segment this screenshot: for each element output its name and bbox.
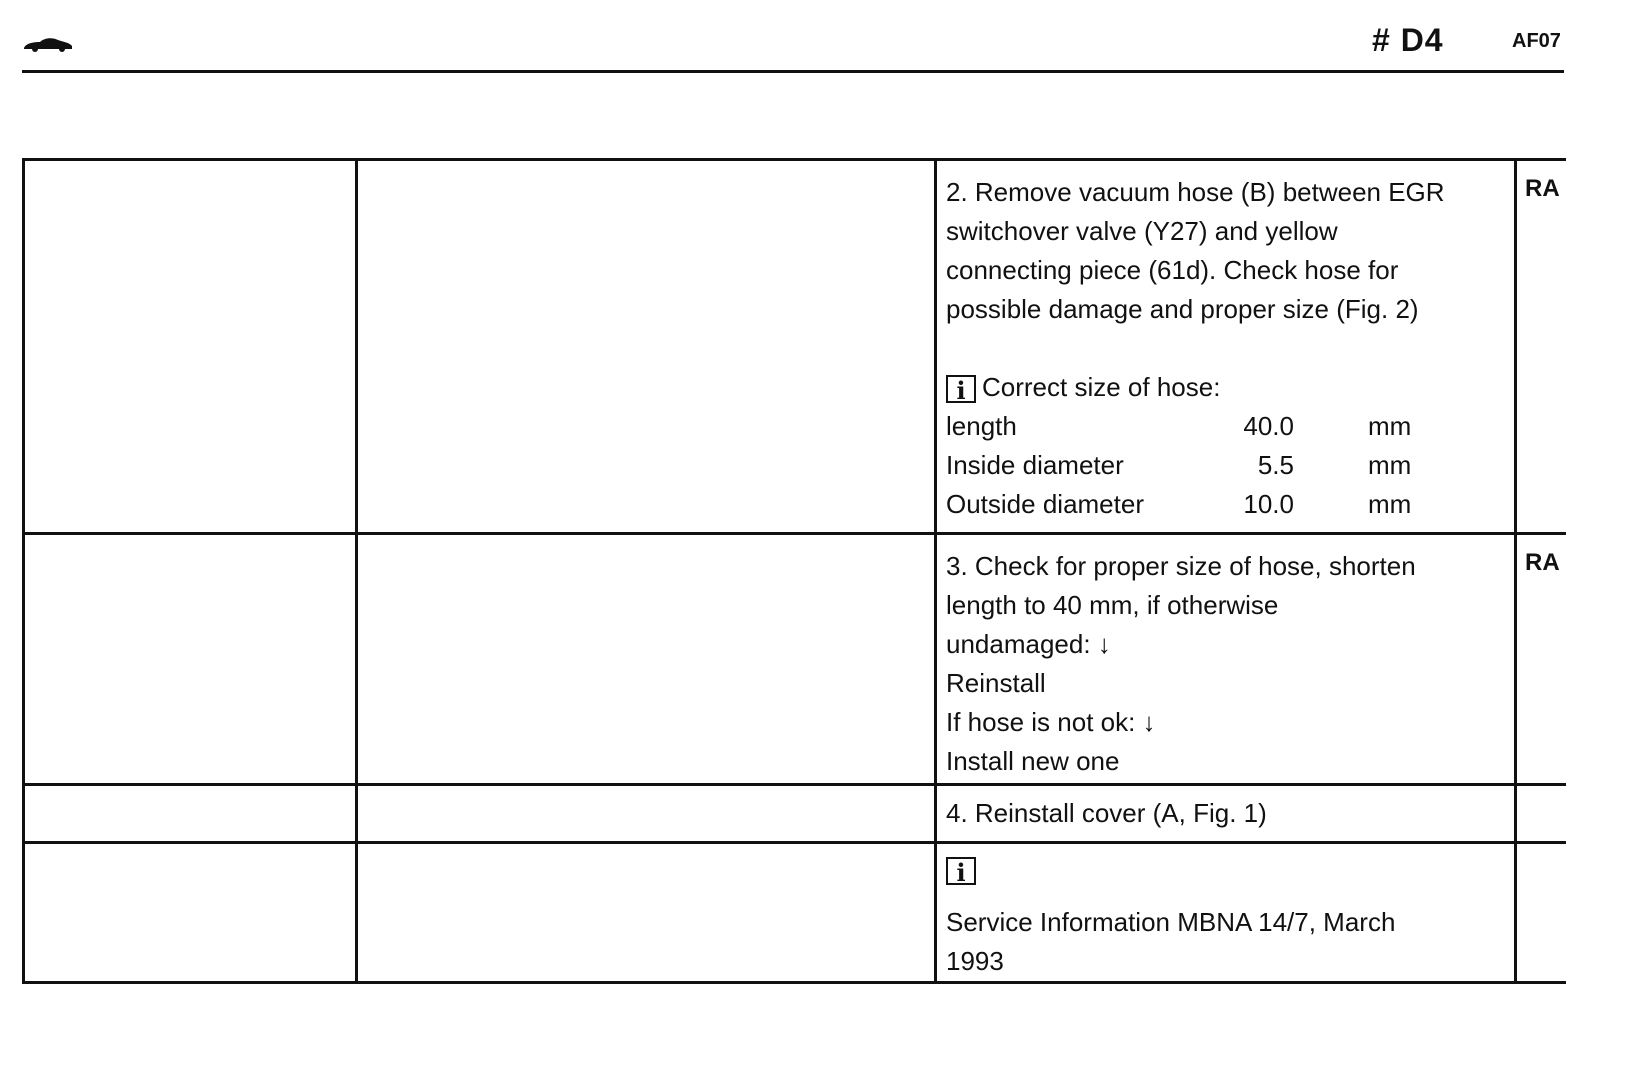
step-4-cell [936, 785, 1516, 843]
step-2-line: connecting piece (61d). Check hose for [946, 255, 1399, 285]
step-3-line: Reinstall [946, 668, 1046, 698]
empty-cell [24, 785, 357, 843]
empty-cell [357, 843, 936, 983]
info-icon: i [946, 857, 976, 885]
step-2-code: RA [1525, 175, 1560, 202]
step-2-line: switchover valve (Y27) and yellow [946, 216, 1338, 246]
step-3-line: 3. Check for proper size of hose, shorten [946, 551, 1416, 581]
info-icon: i [946, 375, 976, 403]
empty-cell [24, 843, 357, 983]
empty-cell [357, 534, 936, 785]
empty-cell [1516, 785, 1566, 843]
table-row-step-2 [24, 160, 1566, 534]
table-row-step-4 [24, 785, 1566, 843]
service-info-cell [936, 843, 1516, 983]
table-row-step-3 [24, 534, 1566, 785]
spec-row-inside-diameter: Inside diameter 5.5 mm [946, 450, 1412, 480]
empty-cell [24, 534, 357, 785]
step-4-text: 4. Reinstall cover (A, Fig. 1) [946, 798, 1267, 828]
step-2-cell [936, 160, 1516, 534]
step-2-line: 2. Remove vacuum hose (B) between EGR [946, 177, 1445, 207]
step-3-line: Install new one [946, 746, 1120, 776]
step-2-line: possible damage and proper size (Fig. 2) [946, 294, 1419, 324]
spec-row-length: length 40.0 mm [946, 411, 1412, 441]
hose-size-note-text: Correct size of hose: [982, 372, 1221, 402]
step-2-code-cell [1516, 160, 1566, 534]
empty-cell [357, 785, 936, 843]
document-reference: AF07 [1512, 30, 1561, 52]
spec-row-outside-diameter: Outside diameter 10.0 mm [946, 489, 1412, 519]
header-divider [22, 70, 1564, 73]
procedure-table [22, 158, 1566, 984]
step-3-line: If hose is not ok: ↓ [946, 707, 1156, 737]
step-3-line: undamaged: ↓ [946, 629, 1111, 659]
service-info-line: 1993 [946, 946, 1004, 976]
empty-cell [1516, 843, 1566, 983]
empty-cell [357, 160, 936, 534]
service-info-line: Service Information MBNA 14/7, March [946, 907, 1396, 937]
step-3-line: length to 40 mm, if otherwise [946, 590, 1279, 620]
car-icon [22, 34, 74, 54]
document-code: # D4 [1372, 22, 1444, 58]
step-3-code-cell [1516, 534, 1566, 785]
empty-cell [24, 160, 357, 534]
step-3-cell [936, 534, 1516, 785]
hose-size-note [946, 368, 1514, 407]
table-row-service-info [24, 843, 1566, 983]
step-3-code: RA [1525, 549, 1560, 576]
